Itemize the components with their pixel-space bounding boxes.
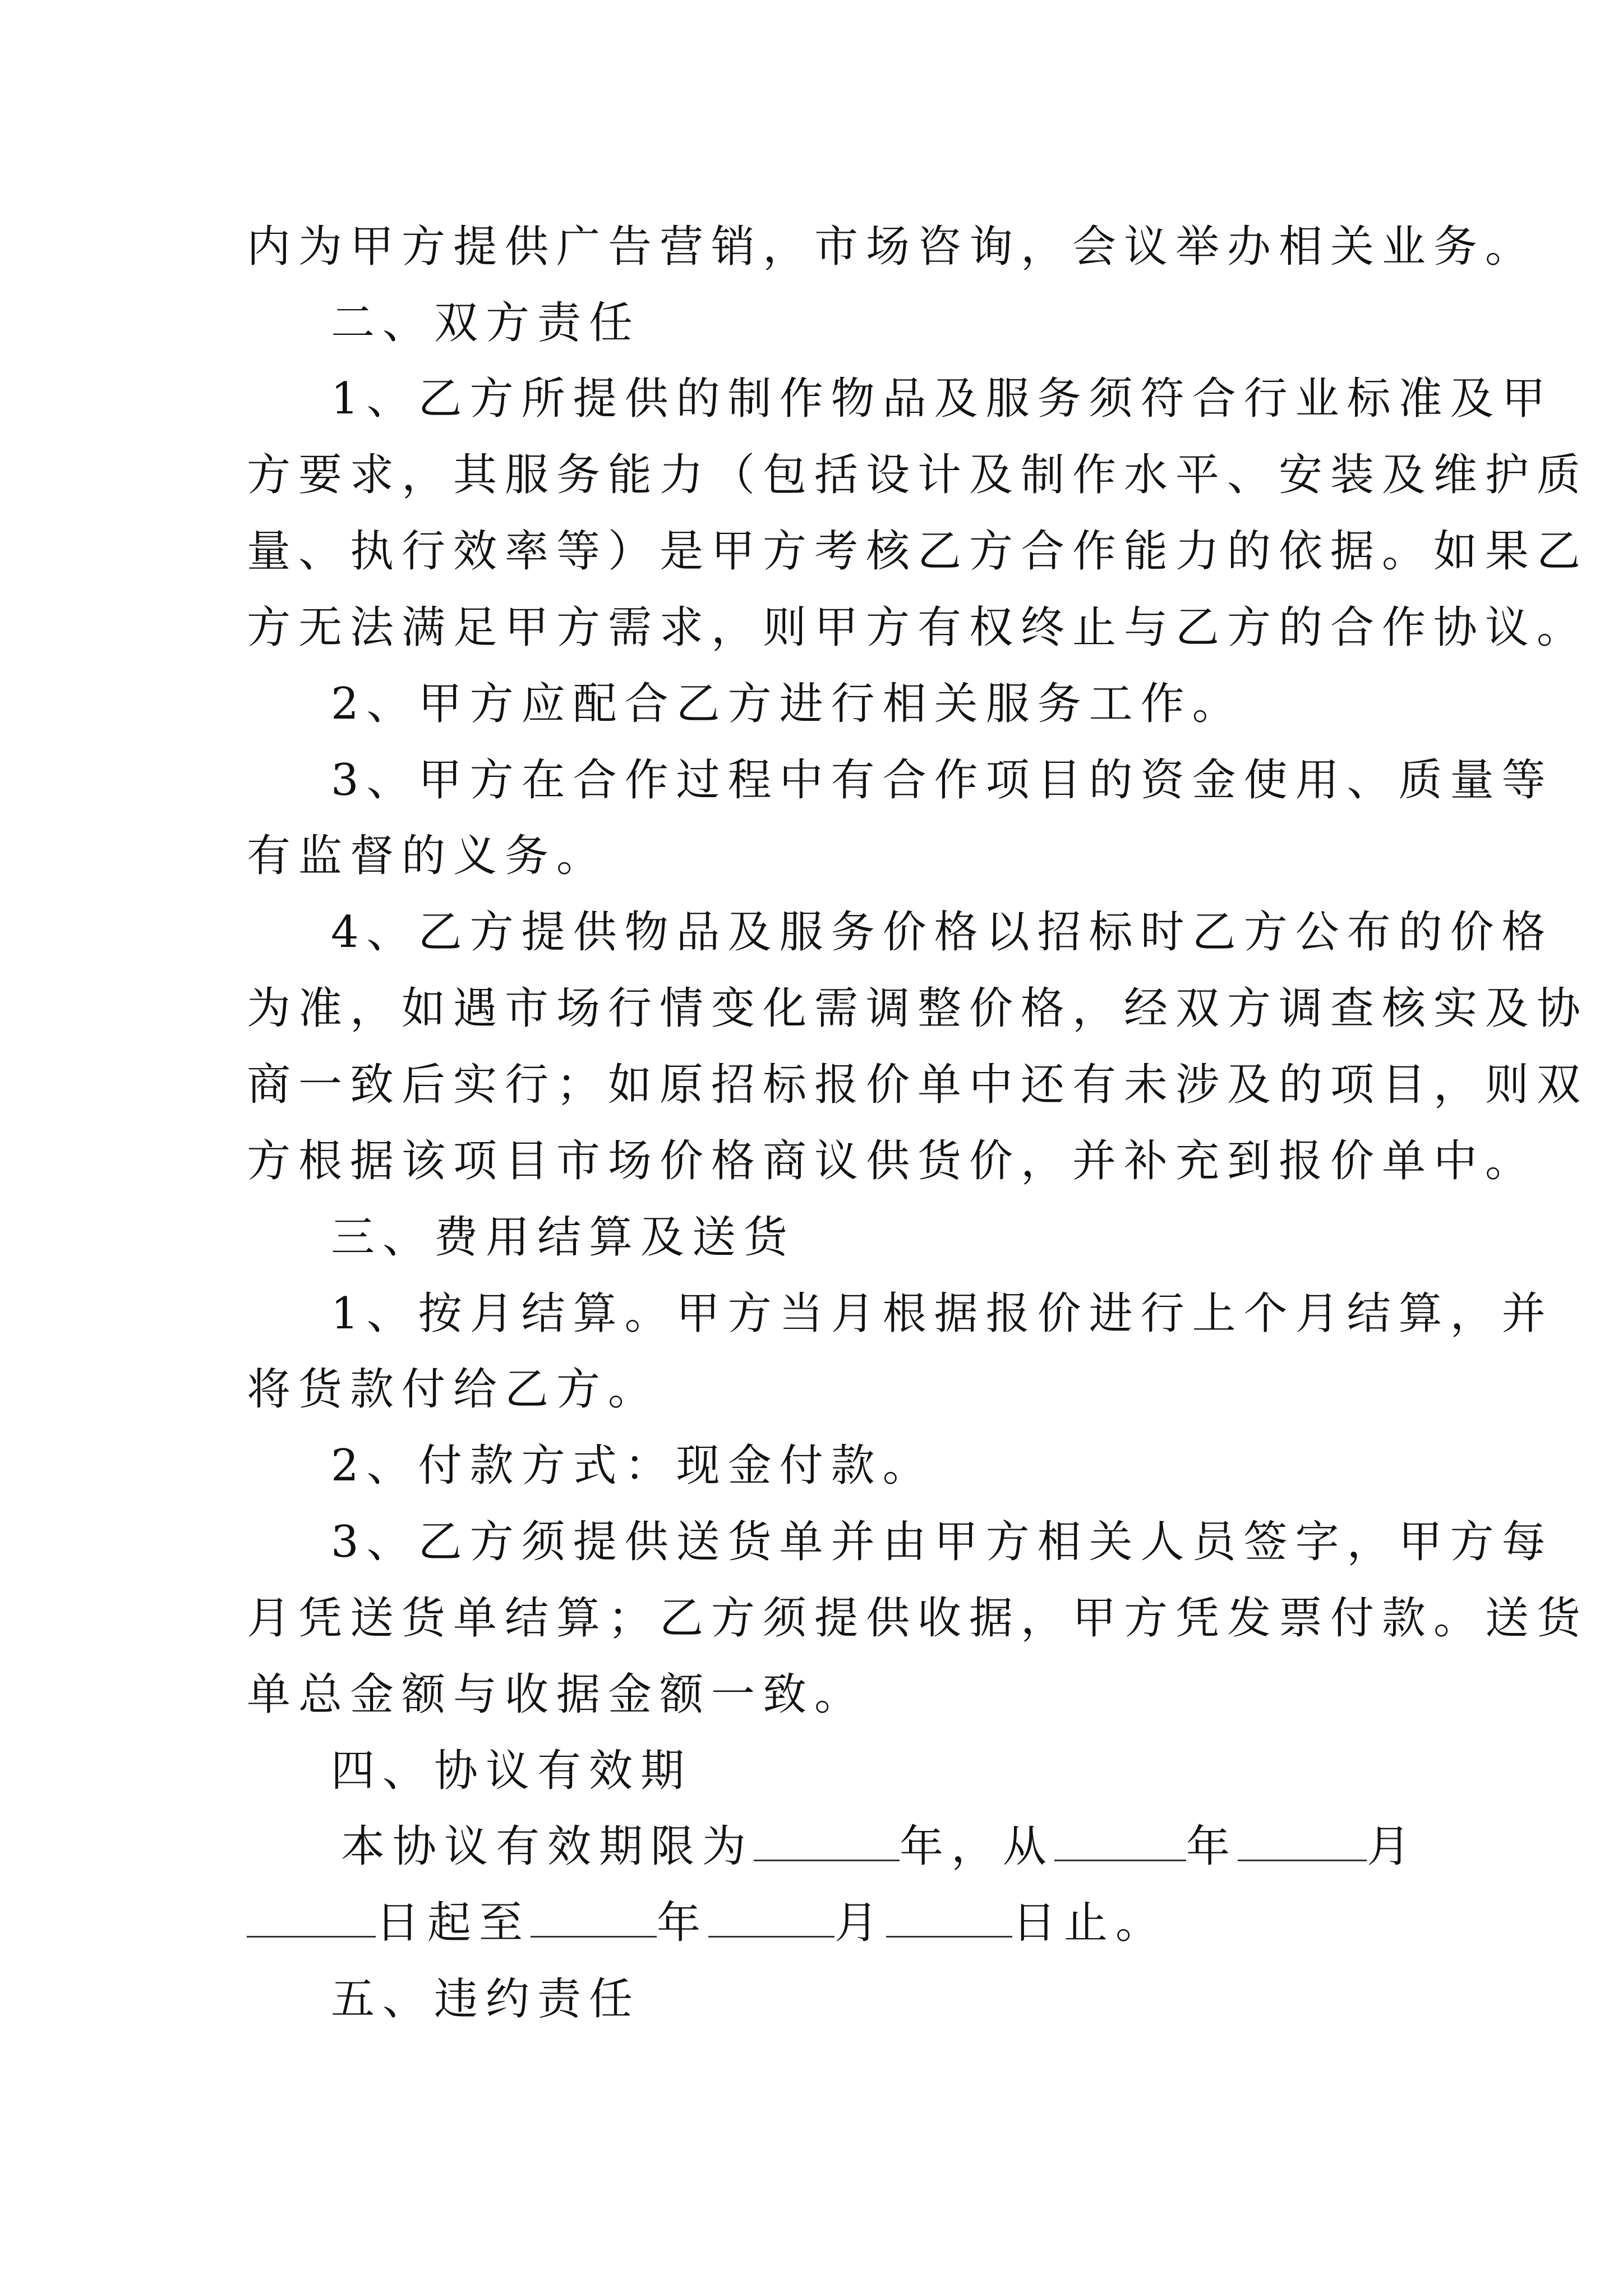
section-heading-responsibilities: 二、双方责任: [331, 298, 641, 348]
body-text-line: 方无法满足甲方需求，则甲方有权终止与乙方的合作协议。: [247, 602, 1589, 653]
body-text-line: 内为甲方提供广告营销，市场咨询，会议举办相关业务。: [247, 222, 1537, 272]
section-heading-validity: 四、协议有效期: [331, 1746, 693, 1796]
body-text-line: 3、乙方须提供送货单并由甲方相关人员签字，甲方每: [331, 1517, 1553, 1567]
body-text-line: 4、乙方提供物品及服务价格以招标时乙方公布的价格: [331, 907, 1553, 958]
validity-year-from-label: 年，从: [900, 1821, 1055, 1872]
body-text-line: 为准，如遇市场行情变化需调整价格，经双方调查核实及协: [247, 983, 1589, 1034]
body-text-line: 3、甲方在合作过程中有合作项目的资金使用、质量等: [331, 755, 1553, 806]
validity-day-from-label: 日起至: [376, 1898, 531, 1948]
body-text-line: 将货款付给乙方。: [247, 1364, 660, 1415]
section-heading-settlement: 三、费用结算及送货: [331, 1212, 796, 1263]
body-text-line: 月凭送货单结算；乙方须提供收据，甲方凭发票付款。送货: [247, 1593, 1589, 1644]
validity-end-month-label: 月: [834, 1898, 887, 1948]
blank-field-years[interactable]: [754, 1820, 900, 1861]
body-text-line: 2、付款方式：现金付款。: [331, 1441, 934, 1491]
body-text-line: 单总金额与收据金额一致。: [247, 1669, 866, 1720]
body-text-line: 有监督的义务。: [247, 831, 608, 881]
validity-year-label: 年: [1186, 1821, 1238, 1872]
validity-end-day-label: 日止。: [1012, 1898, 1168, 1948]
validity-month-label: 月: [1367, 1821, 1419, 1872]
validity-prefix: 本协议有效期限为: [341, 1821, 754, 1872]
blank-field-start-year[interactable]: [1054, 1820, 1186, 1861]
validity-period-line-1: [341, 1819, 1496, 1875]
blank-field-end-year[interactable]: [531, 1897, 657, 1938]
body-text-line: 1、按月结算。甲方当月根据报价进行上个月结算，并: [331, 1289, 1553, 1339]
blank-field-start-day[interactable]: [247, 1897, 376, 1938]
body-text-line: 1、乙方所提供的制作物品及服务须符合行业标准及甲: [331, 374, 1553, 424]
blank-field-end-month[interactable]: [708, 1897, 834, 1938]
body-text-line: 2、甲方应配合乙方进行相关服务工作。: [331, 679, 1244, 729]
blank-field-end-day[interactable]: [886, 1897, 1012, 1938]
validity-end-year-label: 年: [657, 1898, 709, 1948]
section-heading-breach: 五、违约责任: [331, 1974, 641, 2024]
blank-field-start-month[interactable]: [1238, 1820, 1367, 1861]
body-text-line: 方要求，其服务能力（包括设计及制作水平、安装及维护质: [247, 450, 1589, 500]
body-text-line: 方根据该项目市场价格商议供货价，并补充到报价单中。: [247, 1136, 1537, 1186]
validity-period-line-2: [247, 1895, 1402, 1951]
body-text-line: 量、执行效率等）是甲方考核乙方合作能力的依据。如果乙: [247, 526, 1589, 577]
body-text-line: 商一致后实行；如原招标报价单中还有未涉及的项目，则双: [247, 1060, 1589, 1110]
